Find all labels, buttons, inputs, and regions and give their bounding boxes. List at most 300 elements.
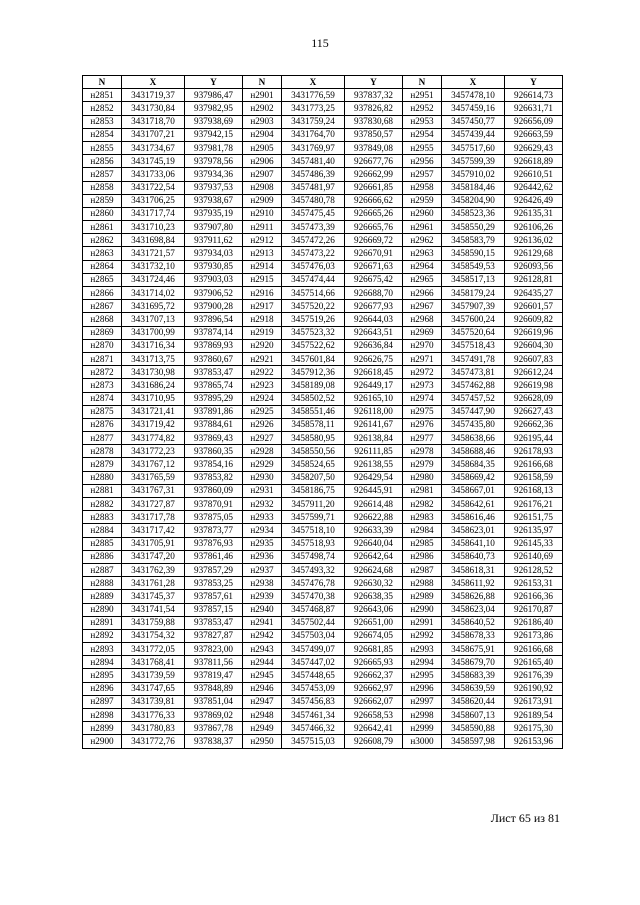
table-cell: 3457473,22 (282, 247, 345, 260)
table-cell: 3431747,65 (122, 682, 185, 695)
table-cell: н2920 (243, 339, 282, 352)
table-cell: 937853,82 (185, 471, 243, 484)
table-cell: 3431686,24 (122, 379, 185, 392)
table-cell: 937876,93 (185, 537, 243, 550)
table-cell: н2936 (243, 550, 282, 563)
table-cell: 926158,59 (505, 471, 563, 484)
table-cell: н2954 (403, 128, 442, 141)
table-row (83, 524, 563, 537)
table-cell: н2944 (243, 656, 282, 669)
table-cell: 3431714,02 (122, 287, 185, 300)
table-cell: 926128,81 (505, 273, 563, 286)
table-cell: н2957 (403, 168, 442, 181)
table-cell: 926141,67 (345, 418, 403, 431)
table-cell: н2853 (83, 115, 122, 128)
table-cell: 3431705,91 (122, 537, 185, 550)
table-cell: н2963 (403, 247, 442, 260)
table-cell: 937851,04 (185, 695, 243, 708)
table-cell: 3431717,74 (122, 207, 185, 220)
table-cell: 926688,70 (345, 287, 403, 300)
table-cell: 926658,53 (345, 709, 403, 722)
table-cell: н2928 (243, 445, 282, 458)
table-cell: н2952 (403, 102, 442, 115)
table-cell: 3431776,59 (282, 89, 345, 102)
table-cell: 926630,32 (345, 577, 403, 590)
table-cell: 926629,43 (505, 141, 563, 154)
table-cell: 3457498,74 (282, 550, 345, 563)
table-cell: н2875 (83, 405, 122, 418)
table-cell: н2981 (403, 484, 442, 497)
table-cell: н2975 (403, 405, 442, 418)
table-cell: 3457478,10 (442, 89, 505, 102)
table-cell: н2883 (83, 511, 122, 524)
table-row (83, 418, 563, 431)
table-cell: н2988 (403, 577, 442, 590)
table-cell: н2990 (403, 603, 442, 616)
table-cell: 937875,05 (185, 511, 243, 524)
table-cell: н2872 (83, 366, 122, 379)
table-row (83, 669, 563, 682)
table-cell: н2935 (243, 537, 282, 550)
table-cell: 3458626,88 (442, 590, 505, 603)
table-cell: 3431721,57 (122, 247, 185, 260)
table-cell: 3431707,13 (122, 313, 185, 326)
table-cell: 937869,43 (185, 432, 243, 445)
table-cell: н2933 (243, 511, 282, 524)
table-cell: 926173,91 (505, 695, 563, 708)
table-cell: 3431741,54 (122, 603, 185, 616)
table-cell: н2895 (83, 669, 122, 682)
table-cell: 3458623,01 (442, 524, 505, 537)
table-cell: 3431719,37 (122, 89, 185, 102)
table-cell: 937874,14 (185, 326, 243, 339)
table-cell: 926128,52 (505, 563, 563, 576)
table-cell: 3457599,39 (442, 155, 505, 168)
table-cell: н2970 (403, 339, 442, 352)
table-cell: н2985 (403, 537, 442, 550)
table-cell: 926093,56 (505, 260, 563, 273)
table-cell: н2997 (403, 695, 442, 708)
header-n-2: N (243, 76, 282, 89)
table-cell: н2961 (403, 221, 442, 234)
table-cell: 926618,89 (505, 155, 563, 168)
table-cell: 3458640,52 (442, 616, 505, 629)
table-cell: н2863 (83, 247, 122, 260)
table-cell: 3458550,29 (442, 221, 505, 234)
table-cell: 926662,37 (345, 669, 403, 682)
table-cell: 937938,67 (185, 194, 243, 207)
table-cell: 3431718,70 (122, 115, 185, 128)
table-cell: 937853,47 (185, 366, 243, 379)
table-cell: 937860,67 (185, 352, 243, 365)
table-cell: 926153,31 (505, 577, 563, 590)
table-cell: 926165,40 (505, 656, 563, 669)
table-cell: н2856 (83, 155, 122, 168)
table-cell: 3458675,91 (442, 643, 505, 656)
table-cell: 3457475,45 (282, 207, 345, 220)
table-row (83, 445, 563, 458)
table-cell: 937900,28 (185, 300, 243, 313)
table-cell: 926643,51 (345, 326, 403, 339)
table-cell: 937857,15 (185, 603, 243, 616)
table-cell: н2874 (83, 392, 122, 405)
table-cell: 937978,56 (185, 155, 243, 168)
table-cell: н2862 (83, 234, 122, 247)
table-cell: н2921 (243, 352, 282, 365)
table-cell: н2991 (403, 616, 442, 629)
table-cell: 926661,85 (345, 181, 403, 194)
table-cell: н2971 (403, 352, 442, 365)
table-cell: 926612,24 (505, 366, 563, 379)
table-cell: н2942 (243, 629, 282, 642)
table-cell: 3457514,66 (282, 287, 345, 300)
table-cell: н2886 (83, 550, 122, 563)
table-cell: 3458517,13 (442, 273, 505, 286)
table-cell: 937837,32 (345, 89, 403, 102)
table-cell: 926670,91 (345, 247, 403, 260)
table-cell: 3457491,78 (442, 352, 505, 365)
table-cell: 926656,09 (505, 115, 563, 128)
table-cell: 3431695,72 (122, 300, 185, 313)
table-cell: 3458667,01 (442, 484, 505, 497)
table-cell: 926642,64 (345, 550, 403, 563)
table-cell: н2858 (83, 181, 122, 194)
table-cell: н2959 (403, 194, 442, 207)
table-cell: 937938,69 (185, 115, 243, 128)
table-cell: 3431768,41 (122, 656, 185, 669)
table-cell: н2930 (243, 471, 282, 484)
table-cell: н2947 (243, 695, 282, 708)
table-cell: 926633,39 (345, 524, 403, 537)
table-cell: н2913 (243, 247, 282, 260)
table-cell: н2993 (403, 643, 442, 656)
table-cell: 937854,16 (185, 458, 243, 471)
table-cell: 3431739,81 (122, 695, 185, 708)
table-cell: н2860 (83, 207, 122, 220)
table-cell: 3457910,02 (442, 168, 505, 181)
table-cell: 3458684,35 (442, 458, 505, 471)
table-cell: 926671,63 (345, 260, 403, 273)
table-cell: н2937 (243, 563, 282, 576)
table-cell: 3457520,64 (442, 326, 505, 339)
table-cell: н2962 (403, 234, 442, 247)
table-row (83, 511, 563, 524)
table-cell: 937865,74 (185, 379, 243, 392)
table-row (83, 550, 563, 563)
table-cell: 3458607,13 (442, 709, 505, 722)
table-cell: н2956 (403, 155, 442, 168)
table-cell: н2888 (83, 577, 122, 590)
header-y-1: Y (185, 76, 243, 89)
sheet-label: Лист 65 из 81 (490, 811, 560, 825)
table-cell: 937934,36 (185, 168, 243, 181)
table-row (83, 471, 563, 484)
table-row (83, 695, 563, 708)
table-cell: н2909 (243, 194, 282, 207)
table-cell: 3431710,95 (122, 392, 185, 405)
table-cell: н2887 (83, 563, 122, 576)
table-cell: н2996 (403, 682, 442, 695)
table-cell: 3431764,70 (282, 128, 345, 141)
table-cell: 3457600,24 (442, 313, 505, 326)
table-cell: 3458669,42 (442, 471, 505, 484)
table-cell: 926624,68 (345, 563, 403, 576)
header-x-3: X (442, 76, 505, 89)
table-cell: н2871 (83, 352, 122, 365)
table-cell: 3458523,36 (442, 207, 505, 220)
table-cell: 926426,49 (505, 194, 563, 207)
table-cell: 3431732,10 (122, 260, 185, 273)
table-cell: 926166,68 (505, 458, 563, 471)
table-header-row (83, 76, 563, 89)
table-cell: 926618,45 (345, 366, 403, 379)
table-cell: 3457456,83 (282, 695, 345, 708)
table-cell: 3457474,44 (282, 273, 345, 286)
table-cell: 926604,30 (505, 339, 563, 352)
table-cell: н2901 (243, 89, 282, 102)
table-cell: н2915 (243, 273, 282, 286)
table-cell: 3458590,15 (442, 247, 505, 260)
table-cell: н2911 (243, 221, 282, 234)
table-cell: 3458678,33 (442, 629, 505, 642)
table-cell: н2896 (83, 682, 122, 695)
table-cell: 937873,77 (185, 524, 243, 537)
table-cell: 3458688,46 (442, 445, 505, 458)
table-cell: 926665,76 (345, 221, 403, 234)
table-cell: 3431698,84 (122, 234, 185, 247)
table-cell: н2879 (83, 458, 122, 471)
table-cell: н2906 (243, 155, 282, 168)
table-cell: 926665,93 (345, 656, 403, 669)
table-cell: 3458616,46 (442, 511, 505, 524)
table-cell: н2938 (243, 577, 282, 590)
table-cell: 926619,96 (505, 326, 563, 339)
table-cell: 3458623,04 (442, 603, 505, 616)
table-cell: 3458683,39 (442, 669, 505, 682)
table-cell: н2904 (243, 128, 282, 141)
table-row (83, 498, 563, 511)
table-row (83, 392, 563, 405)
table-cell: н2885 (83, 537, 122, 550)
table-cell: н2893 (83, 643, 122, 656)
table-cell: 937819,47 (185, 669, 243, 682)
table-cell: 3457601,84 (282, 352, 345, 365)
table-cell: н2922 (243, 366, 282, 379)
table-cell: 3431773,25 (282, 102, 345, 115)
table-cell: 3458550,56 (282, 445, 345, 458)
table-row (83, 735, 563, 748)
table-cell: 3431734,67 (122, 141, 185, 154)
table-cell: 3431733,06 (122, 168, 185, 181)
table-cell: н2866 (83, 287, 122, 300)
table-cell: 926106,26 (505, 221, 563, 234)
table-cell: 3457439,44 (442, 128, 505, 141)
table-cell: н2964 (403, 260, 442, 273)
table-cell: 937870,91 (185, 498, 243, 511)
table-cell: 3431759,24 (282, 115, 345, 128)
table-cell: н2916 (243, 287, 282, 300)
table-cell: н2980 (403, 471, 442, 484)
table-cell: 3431710,23 (122, 221, 185, 234)
table-cell: 3457518,93 (282, 537, 345, 550)
table-cell: 3458642,61 (442, 498, 505, 511)
table-cell: 926138,84 (345, 432, 403, 445)
table-cell: 937811,56 (185, 656, 243, 669)
table-cell: 926170,87 (505, 603, 563, 616)
table-cell: 3457435,80 (442, 418, 505, 431)
table-cell: н2968 (403, 313, 442, 326)
table-cell: н2852 (83, 102, 122, 115)
table-cell: н2974 (403, 392, 442, 405)
table-cell: 3431772,23 (122, 445, 185, 458)
table-cell: 937850,57 (345, 128, 403, 141)
table-row (83, 234, 563, 247)
table-cell: н2907 (243, 168, 282, 181)
table-cell: 3457912,36 (282, 366, 345, 379)
table-cell: 3431759,88 (122, 616, 185, 629)
table-cell: 3431761,28 (122, 577, 185, 590)
table-cell: 3458549,53 (442, 260, 505, 273)
table-cell: 3457486,39 (282, 168, 345, 181)
table-cell: 937848,89 (185, 682, 243, 695)
table-cell: 926674,05 (345, 629, 403, 642)
table-cell: 937986,47 (185, 89, 243, 102)
table-cell: 3458551,46 (282, 405, 345, 418)
table-cell: н2982 (403, 498, 442, 511)
table-cell: 926429,54 (345, 471, 403, 484)
table-cell: н2998 (403, 709, 442, 722)
table-cell: 926627,43 (505, 405, 563, 418)
table-cell: 3457447,90 (442, 405, 505, 418)
table-cell: н2903 (243, 115, 282, 128)
table-cell: н2986 (403, 550, 442, 563)
table-cell: н2925 (243, 405, 282, 418)
table-cell: н2854 (83, 128, 122, 141)
table-cell: н2969 (403, 326, 442, 339)
table-cell: 937860,09 (185, 484, 243, 497)
table-cell: н2880 (83, 471, 122, 484)
table-cell: 3457447,02 (282, 656, 345, 669)
table-cell: 926651,00 (345, 616, 403, 629)
table-cell: н2949 (243, 722, 282, 735)
table-row (83, 643, 563, 656)
table-cell: 926640,04 (345, 537, 403, 550)
table-cell: 926644,03 (345, 313, 403, 326)
table-cell: 926631,71 (505, 102, 563, 115)
table-cell: н2927 (243, 432, 282, 445)
table-cell: н2864 (83, 260, 122, 273)
table-cell: 937869,02 (185, 709, 243, 722)
table-cell: н2932 (243, 498, 282, 511)
table-cell: 3457470,38 (282, 590, 345, 603)
table-row (83, 366, 563, 379)
table-cell: 926435,27 (505, 287, 563, 300)
table-cell: 3457515,03 (282, 735, 345, 748)
table-cell: 3431769,97 (282, 141, 345, 154)
table-cell: 3457459,16 (442, 102, 505, 115)
header-y-3: Y (505, 76, 563, 89)
table-cell: н2941 (243, 616, 282, 629)
table-cell: 937937,53 (185, 181, 243, 194)
table-cell: 3457457,52 (442, 392, 505, 405)
table-cell: н2926 (243, 418, 282, 431)
table-cell: 3457519,26 (282, 313, 345, 326)
table-cell: н2923 (243, 379, 282, 392)
table-cell: 3431706,25 (122, 194, 185, 207)
table-cell: 3458590,88 (442, 722, 505, 735)
table-cell: 937911,62 (185, 234, 243, 247)
table-cell: 937906,52 (185, 287, 243, 300)
table-cell: н2953 (403, 115, 442, 128)
table-cell: 3431745,37 (122, 590, 185, 603)
table-cell: 926118,00 (345, 405, 403, 418)
table-cell: 3431774,82 (122, 432, 185, 445)
table-cell: 3458189,08 (282, 379, 345, 392)
table-cell: н2873 (83, 379, 122, 392)
table-cell: н2882 (83, 498, 122, 511)
table-row (83, 313, 563, 326)
table-row (83, 326, 563, 339)
table-cell: 3458618,31 (442, 563, 505, 576)
table-cell: н2951 (403, 89, 442, 102)
table-cell: 3458679,70 (442, 656, 505, 669)
table-cell: 926677,76 (345, 155, 403, 168)
table-cell: 3458179,24 (442, 287, 505, 300)
table-cell: н2869 (83, 326, 122, 339)
table-cell: 937982,95 (185, 102, 243, 115)
table-cell: 3431700,99 (122, 326, 185, 339)
table-cell: 937981,78 (185, 141, 243, 154)
table-row (83, 458, 563, 471)
table-cell: 926178,93 (505, 445, 563, 458)
header-y-2: Y (345, 76, 403, 89)
table-cell: н2876 (83, 418, 122, 431)
table-cell: 926151,75 (505, 511, 563, 524)
table-cell: 3458502,52 (282, 392, 345, 405)
table-cell: 926138,55 (345, 458, 403, 471)
table-cell: 926662,97 (345, 682, 403, 695)
table-cell: 937895,29 (185, 392, 243, 405)
table-cell: 3457468,87 (282, 603, 345, 616)
table-cell: н2984 (403, 524, 442, 537)
table-cell: 937884,61 (185, 418, 243, 431)
table-cell: н2890 (83, 603, 122, 616)
table-cell: 3458580,95 (282, 432, 345, 445)
table-cell: 937857,61 (185, 590, 243, 603)
table-cell: н2939 (243, 590, 282, 603)
table-row (83, 221, 563, 234)
table-cell: 3431767,12 (122, 458, 185, 471)
table-cell: н2884 (83, 524, 122, 537)
table-row (83, 89, 563, 102)
table-cell: 3431776,33 (122, 709, 185, 722)
table-cell: н2940 (243, 603, 282, 616)
table-cell: 937853,47 (185, 616, 243, 629)
table-row (83, 141, 563, 154)
table-cell: н2899 (83, 722, 122, 735)
table-cell: 3458186,75 (282, 484, 345, 497)
table-cell: н2902 (243, 102, 282, 115)
table-cell: 926642,41 (345, 722, 403, 735)
table-cell: н2950 (243, 735, 282, 748)
table-row (83, 300, 563, 313)
table-cell: н2897 (83, 695, 122, 708)
table-cell: н2867 (83, 300, 122, 313)
table-cell: н2976 (403, 418, 442, 431)
table-cell: н2877 (83, 432, 122, 445)
table-cell: 3458578,11 (282, 418, 345, 431)
table-cell: 926176,21 (505, 498, 563, 511)
